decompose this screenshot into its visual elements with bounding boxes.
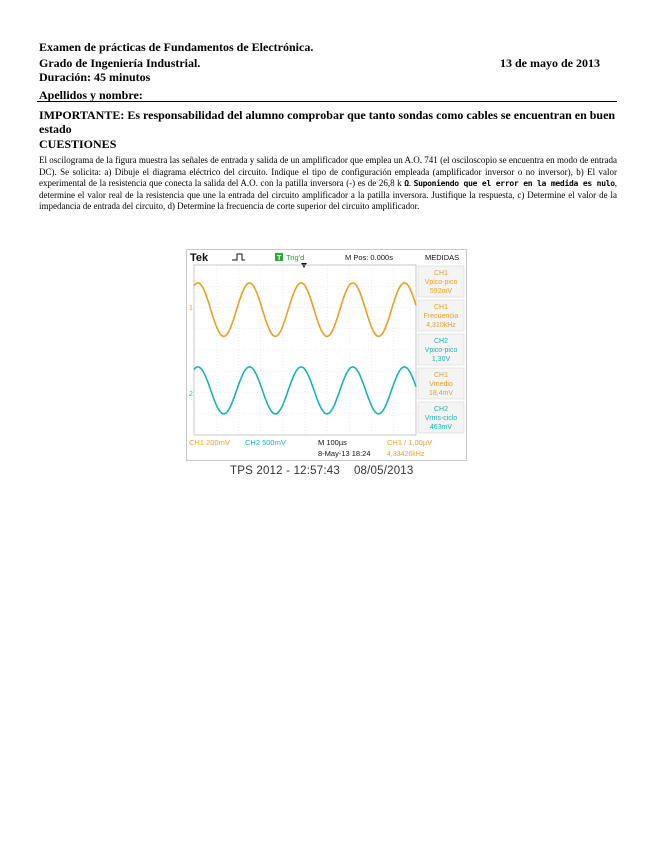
measurement-channel: CH1 (433, 304, 449, 311)
caption-date: 08/05/2013 (353, 465, 414, 477)
trigger-badge: T (277, 255, 282, 262)
figure-caption (230, 465, 428, 477)
menu-title: MEDIDAS (425, 253, 460, 262)
ohm-symbol: Ω (404, 179, 409, 189)
question-text-part2: , determine el valor real de la resistencia que une la entrada del circuito amplificador a la patilla inversora. Justifique la respuesta, c) Determine el valor de la impedancia de entrada del circuito, d) Determine la frecuencia de corte superior del circuito amplificador. (39, 178, 617, 212)
ch1-marker: 1 (189, 305, 193, 312)
measurement-3 (418, 368, 464, 399)
trigger-level: CH1 / 1,00µV (387, 438, 433, 447)
assumption-text: Suponiendo que el error en la medida es nulo (413, 179, 615, 189)
measurement-1 (418, 300, 464, 331)
measurements-panel (418, 266, 464, 433)
measurement-label: Vpico-pico (424, 279, 458, 286)
caption-model: TPS 2012 - 12:57:43 (230, 465, 340, 477)
important-notice: IMPORTANTE: Es responsabilidad del alumno comprobar que tanto sondas como cables se encuentran en buen estado (39, 108, 616, 136)
measurement-channel: CH1 (433, 270, 449, 277)
trigger-status: Trig'd (286, 253, 305, 262)
measurement-label: Vmedio (429, 381, 453, 388)
measurement-channel: CH1 (433, 372, 449, 379)
header-title: Examen de prácticas de Fundamentos de Electrónica. (39, 40, 314, 54)
measurement-label: Vpico-pico (424, 347, 458, 354)
oscilloscope-display (187, 250, 466, 460)
measurement-value: 4,310kHz (426, 322, 456, 329)
oscilloscope-screenshot (186, 249, 467, 461)
period: . (408, 178, 414, 189)
measurement-value: 463mV (429, 424, 453, 431)
ch1-scale: CH1 200mV (189, 438, 230, 447)
time-scale: M 100µs (318, 438, 347, 447)
measurement-channel: CH2 (433, 338, 449, 345)
header-duration: Duración: 45 minutos (39, 70, 151, 84)
measurement-value: 18,4mV (428, 390, 454, 397)
header-date: 13 de mayo de 2013 (500, 56, 600, 70)
scope-brand: Tek (190, 252, 209, 264)
measurement-2 (418, 334, 464, 365)
measurement-label: Vrms-ciclo (424, 415, 458, 422)
ch2-marker: 2 (189, 391, 193, 398)
timestamp: 8-May-13 18:24 (318, 449, 371, 458)
question-paragraph (39, 155, 617, 213)
measurement-label: Frecuencia (423, 313, 459, 320)
trigger-frequency: 4,33426kHz (387, 451, 425, 458)
header-rule (37, 101, 617, 102)
section-title: CUESTIONES (39, 137, 117, 151)
measurement-value: 592mV (429, 288, 453, 295)
ch2-scale: CH2 500mV (245, 438, 286, 447)
measurement-value: 1,30V (431, 356, 451, 363)
measurement-channel: CH2 (433, 406, 449, 413)
measurement-4 (418, 402, 464, 433)
measurement-0 (418, 266, 464, 297)
m-pos: M Pos: 0.000s (345, 253, 393, 262)
name-label: Apellidos y nombre: (39, 88, 143, 102)
header-degree: Grado de Ingeniería Industrial. (39, 56, 201, 70)
question-text-part1: El oscilograma de la figura muestra las señales de entrada y salida de un amplificador que emplea un A.O. 741 (el osciloscopio se encuentra en modo de entrada DC). Se solicita: a) Dibuje el diagrama eléctrico del circuito. Indique el tipo de configuración empleada (amplificador inversor o no inversor), b) El valor experimental de la resistencia que conecta la salida del A.O. con la patilla inversora (-) es de 26,8 k (39, 155, 617, 189)
